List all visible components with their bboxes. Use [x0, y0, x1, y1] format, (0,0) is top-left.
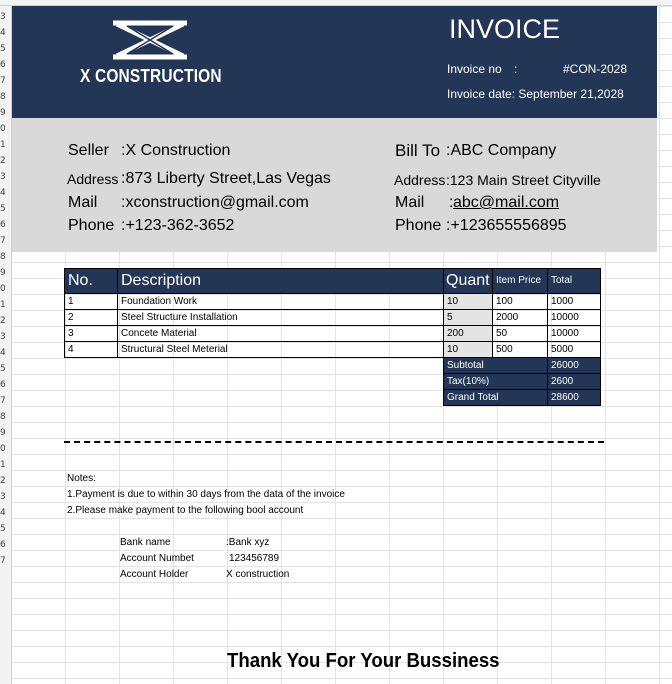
invoice-no-label: Invoice no — [447, 62, 502, 76]
bill-to-name: :ABC Company — [446, 142, 557, 159]
row-number[interactable]: 6 — [0, 220, 6, 230]
header-quantity[interactable]: Quant — [444, 269, 493, 294]
account-holder-value[interactable]: X construction — [226, 569, 290, 580]
cell-total[interactable]: 10000 — [548, 310, 601, 326]
cell-no[interactable]: 1 — [65, 294, 118, 310]
company-name: X CONSTRUCTION — [80, 66, 222, 86]
row-number[interactable]: 2 — [0, 156, 6, 166]
seller-name: :X Construction — [121, 142, 231, 159]
row-number[interactable]: 0 — [0, 284, 6, 294]
cell-description[interactable]: Foundation Work — [118, 294, 444, 310]
row-number[interactable]: 7 — [0, 556, 6, 566]
row-number[interactable]: 6 — [0, 540, 6, 550]
invoice-header — [12, 6, 657, 118]
account-number-value[interactable]: 123456789 — [229, 553, 280, 564]
row-number[interactable]: 3 — [0, 172, 6, 182]
row-number[interactable]: 3 — [0, 12, 6, 22]
seller-mail: :xconstruction@gmail.com — [121, 194, 309, 211]
invoice-title: INVOICE — [449, 14, 561, 44]
row-number[interactable]: 9 — [0, 108, 6, 118]
cell-total[interactable]: 5000 — [548, 342, 601, 358]
bill-to-address: :123 Main Street Cityville — [446, 172, 601, 188]
subtotal-label[interactable]: Subtotal — [444, 358, 548, 374]
subtotal-row — [65, 358, 601, 374]
row-number[interactable]: 6 — [0, 60, 6, 70]
bill-to-mail-link[interactable]: abc@mail.com — [453, 194, 560, 211]
row-number[interactable]: 1 — [0, 300, 6, 310]
row-number[interactable]: 4 — [0, 508, 6, 518]
cell-item-price[interactable]: 100 — [493, 294, 548, 310]
bank-name-label[interactable]: Bank name — [120, 537, 171, 548]
invoice-no-colon: : — [514, 62, 518, 76]
header-no[interactable]: No. — [65, 269, 118, 294]
row-number[interactable]: 9 — [0, 268, 6, 278]
row-number[interactable]: 5 — [0, 364, 6, 374]
grand-total-row — [65, 390, 601, 406]
tax-label[interactable]: Tax(10%) — [444, 374, 548, 390]
dashed-divider — [64, 441, 604, 443]
bill-to-address-label: Address — [394, 172, 446, 188]
notes-line-2[interactable]: 2.Please make payment to the following bool account — [67, 505, 304, 516]
subtotal-value[interactable]: 26000 — [548, 358, 601, 374]
row-number[interactable]: 5 — [0, 204, 6, 214]
seller-phone: :+123-362-3652 — [121, 217, 235, 234]
notes-title[interactable]: Notes: — [67, 473, 96, 484]
cell-description[interactable]: Structural Steel Meterial — [118, 342, 444, 358]
blank-cell[interactable] — [65, 390, 118, 406]
cell-item-price[interactable]: 50 — [493, 326, 548, 342]
cell-no[interactable]: 3 — [65, 326, 118, 342]
party-info-section — [12, 118, 657, 252]
table-row — [65, 294, 601, 310]
items-table-header — [65, 269, 601, 294]
cell-description[interactable]: Steel Structure Installation — [118, 310, 444, 326]
tax-row — [65, 374, 601, 390]
cell-no[interactable]: 4 — [65, 342, 118, 358]
notes-line-1[interactable]: 1.Payment is due to within 30 days from the data of the invoice — [67, 489, 345, 500]
items-table — [64, 268, 601, 406]
row-number[interactable]: 1 — [0, 140, 6, 150]
bill-to-mail-colon: : — [449, 194, 454, 211]
blank-cell[interactable] — [118, 358, 444, 374]
cell-quantity[interactable]: 10 — [444, 294, 493, 310]
cell-quantity[interactable]: 10 — [444, 342, 493, 358]
row-number[interactable]: 5 — [0, 44, 6, 54]
row-number[interactable]: 0 — [0, 124, 6, 134]
row-number[interactable]: 2 — [0, 316, 6, 326]
account-holder-label[interactable]: Account Holder — [120, 569, 189, 580]
invoice-no-value: #CON-2028 — [563, 62, 628, 76]
row-number[interactable]: 4 — [0, 188, 6, 198]
bill-to-phone: :+123655556895 — [446, 217, 567, 234]
table-row — [65, 342, 601, 358]
blank-cell[interactable] — [118, 374, 444, 390]
header-description[interactable]: Description — [118, 269, 444, 294]
row-number[interactable]: 3 — [0, 492, 6, 502]
seller-phone-label: Phone — [68, 217, 115, 234]
invoice-date: Invoice date: September 21,2028 — [447, 87, 624, 101]
table-row — [65, 310, 601, 326]
row-number[interactable]: 3 — [0, 332, 6, 342]
blank-cell[interactable] — [65, 358, 118, 374]
seller-address-label: Address — [67, 171, 119, 187]
row-number[interactable]: 7 — [0, 236, 6, 246]
cell-quantity[interactable]: 200 — [444, 326, 493, 342]
bank-name-value[interactable]: :Bank xyz — [226, 537, 270, 548]
row-header-bar — [0, 0, 12, 684]
header-total[interactable]: Total — [548, 269, 601, 294]
row-number[interactable]: 6 — [0, 380, 6, 390]
column-header-bar — [0, 0, 672, 6]
blank-cell[interactable] — [118, 390, 444, 406]
bill-to-phone-label: Phone — [395, 217, 442, 234]
row-number[interactable]: 7 — [0, 396, 6, 406]
seller-mail-label: Mail — [68, 194, 98, 211]
row-number[interactable]: 4 — [0, 28, 6, 38]
row-number[interactable]: 4 — [0, 348, 6, 358]
x-construction-logo-icon — [113, 20, 187, 60]
row-number[interactable]: 2 — [0, 476, 6, 486]
thank-you-message[interactable]: Thank You For Your Bussiness — [227, 650, 500, 672]
header-item-price[interactable]: Item Price — [493, 269, 548, 294]
grand-total-value[interactable]: 28600 — [548, 390, 601, 406]
cell-total[interactable]: 10000 — [548, 326, 601, 342]
table-row — [65, 326, 601, 342]
row-number[interactable]: 8 — [0, 412, 6, 422]
cell-total[interactable]: 1000 — [548, 294, 601, 310]
seller-address: :873 Liberty Street,Las Vegas — [121, 170, 331, 187]
cell-description[interactable]: Concete Material — [118, 326, 444, 342]
bill-to-mail-label: Mail — [395, 194, 425, 211]
cell-item-price[interactable]: 500 — [493, 342, 548, 358]
account-number-label[interactable]: Account Numbet — [120, 553, 194, 564]
row-number[interactable]: 9 — [0, 428, 6, 438]
cell-item-price[interactable]: 2000 — [493, 310, 548, 326]
seller-label: Seller — [68, 142, 109, 159]
tax-value[interactable]: 2600 — [548, 374, 601, 390]
row-number[interactable]: 1 — [0, 460, 6, 470]
blank-cell[interactable] — [65, 374, 118, 390]
row-number[interactable]: 8 — [0, 252, 6, 262]
cell-no[interactable]: 2 — [65, 310, 118, 326]
row-number[interactable]: 0 — [0, 444, 6, 454]
cell-quantity[interactable]: 5 — [444, 310, 493, 326]
row-number[interactable]: 5 — [0, 524, 6, 534]
grand-total-label[interactable]: Grand Total — [444, 390, 548, 406]
row-number[interactable]: 8 — [0, 92, 6, 102]
bill-to-label: Bill To — [395, 141, 441, 160]
row-number[interactable]: 7 — [0, 76, 6, 86]
